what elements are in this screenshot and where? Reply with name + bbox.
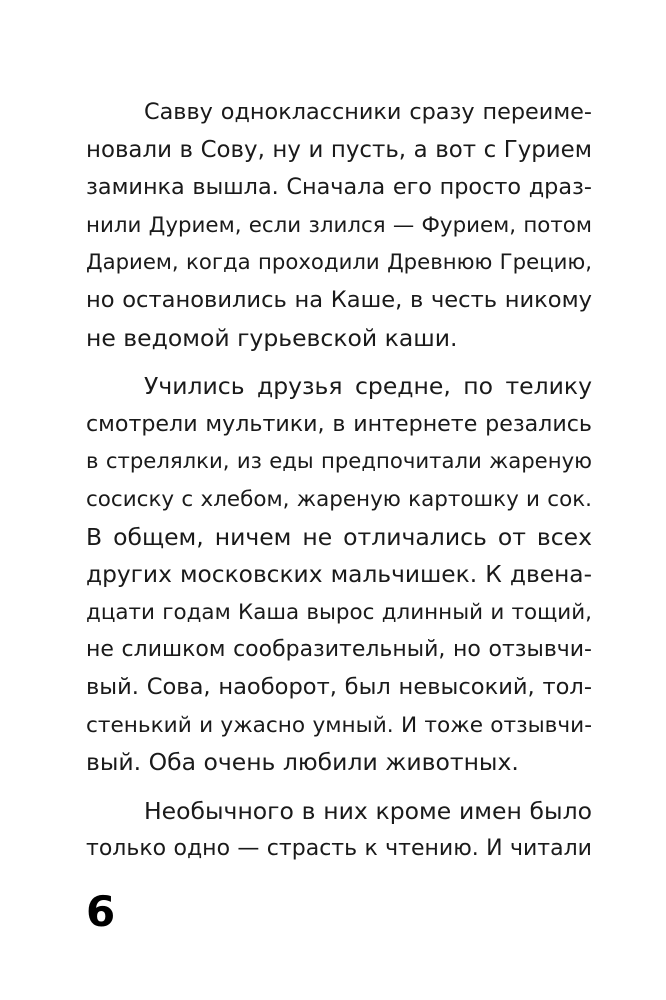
text-line: дцати годам Каша вырос длинный и тощий, (86, 599, 592, 625)
text-line: сосиску с хлебом, жареную картошку и сок. (86, 486, 592, 512)
text-line: не ведомой гурьевской каши. (86, 323, 458, 352)
text-line: не слишком сообразительный, но отзывчи- (86, 637, 592, 663)
text-line: вый. Оба очень любили животных. (86, 748, 519, 777)
text-line: нили Дурием, если злился — Фурием, потом (86, 212, 592, 238)
paragraph-1 (86, 94, 592, 357)
paragraph-2 (86, 368, 592, 782)
page-number: 6 (86, 887, 116, 936)
body-text (86, 94, 592, 868)
text-line: Савву одноклассники сразу переиме- (144, 99, 592, 125)
text-line: Учились друзья средне, по телику (144, 372, 592, 401)
text-line: Необычного в них кроме имен было (144, 796, 592, 825)
text-line: заминка вышла. Сначала его просто драз- (86, 174, 592, 201)
text-line: стенький и ужасно умный. И тоже отзывчи- (86, 712, 592, 738)
text-line: в стрелялки, из еды предпочитали жареную (86, 449, 592, 475)
text-line: но остановились на Каше, в честь никому (86, 286, 592, 313)
text-line: смотрели мультики, в интернете резались (86, 410, 592, 437)
text-line: Дарием, когда проходили Древнюю Грецию, (86, 250, 592, 276)
text-line: вый. Сова, наоборот, был невысокий, тол- (86, 673, 592, 700)
text-line: только одно — страсть к чтению. И читали (86, 836, 592, 862)
text-line: новали в Сову, ну и пусть, а вот с Гурием (86, 136, 592, 163)
text-line: других московских мальчишек. К двена- (86, 561, 592, 589)
paragraph-3 (86, 793, 592, 868)
text-line: В общем, ничем не отличались от всех (86, 522, 592, 551)
